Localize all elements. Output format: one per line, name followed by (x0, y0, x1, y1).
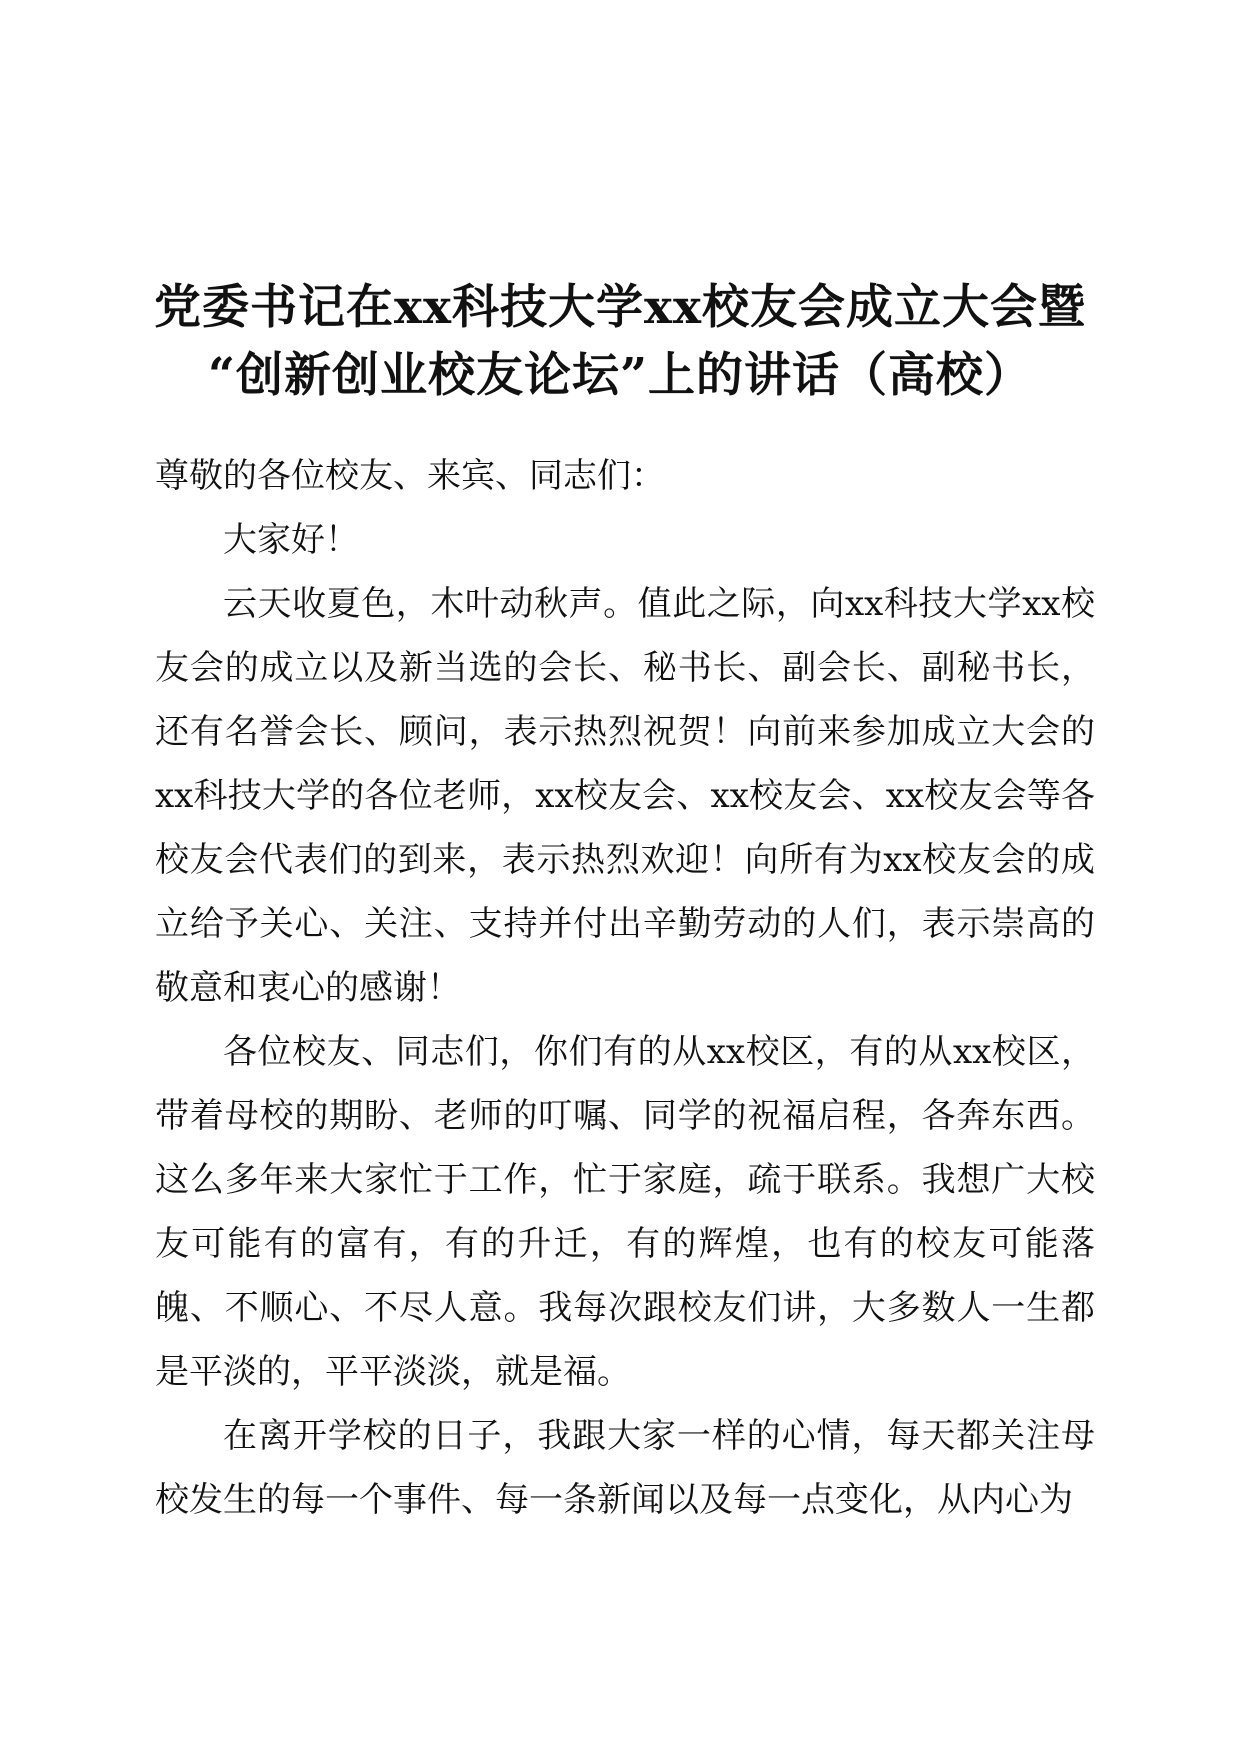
paragraph-greeting: 大家好！ (223, 520, 359, 560)
paragraph-3: 在离开学校的日子，我跟大家一样的心情，每天都关注母校发生的每一个事件、每一条新闻以及每一点变化，从内心为 (155, 1416, 1095, 1520)
title-line-1: 党委书记在xx科技大学xx校友会成立大会暨 (153, 280, 1087, 336)
paragraph-2: 各位校友、同志们，你们有的从xx校区，有的从xx校区，带着母校的期盼、老师的叮嘱、同学的祝福启程，各奔东西。这么多年来大家忙于工作，忙于家庭，疏于联系。我想广大校友可能有的富有，有的升迁，有的辉煌，也有的校友可能落魄、不顺心、不尽人意。我每次跟校友们讲，大多数人一生都是平淡的，平平淡淡，就是福。 (155, 1032, 1095, 1392)
paragraph-1: 云天收夏色，木叶动秋声。值此之际，向xx科技大学xx校友会的成立以及新当选的会长、秘书长、副会长、副秘书长，还有名誉会长、顾问，表示热烈祝贺！向前来参加成立大会的xx科技大学的各位老师，xx校友会、xx校友会、xx校友会等各校友会代表们的到来，表示热烈欢迎！向所有为xx校友会的成立给予关心、关注、支持并付出辛勤劳动的人们，表示崇高的敬意和衷心的感谢！ (155, 584, 1095, 1008)
document-body (155, 444, 1095, 1532)
title-line-2: “创新创业校友论坛”上的讲话（高校） (207, 348, 1033, 404)
salutation: 尊敬的各位校友、来宾、同志们： (155, 456, 665, 496)
document-title (150, 274, 1090, 410)
